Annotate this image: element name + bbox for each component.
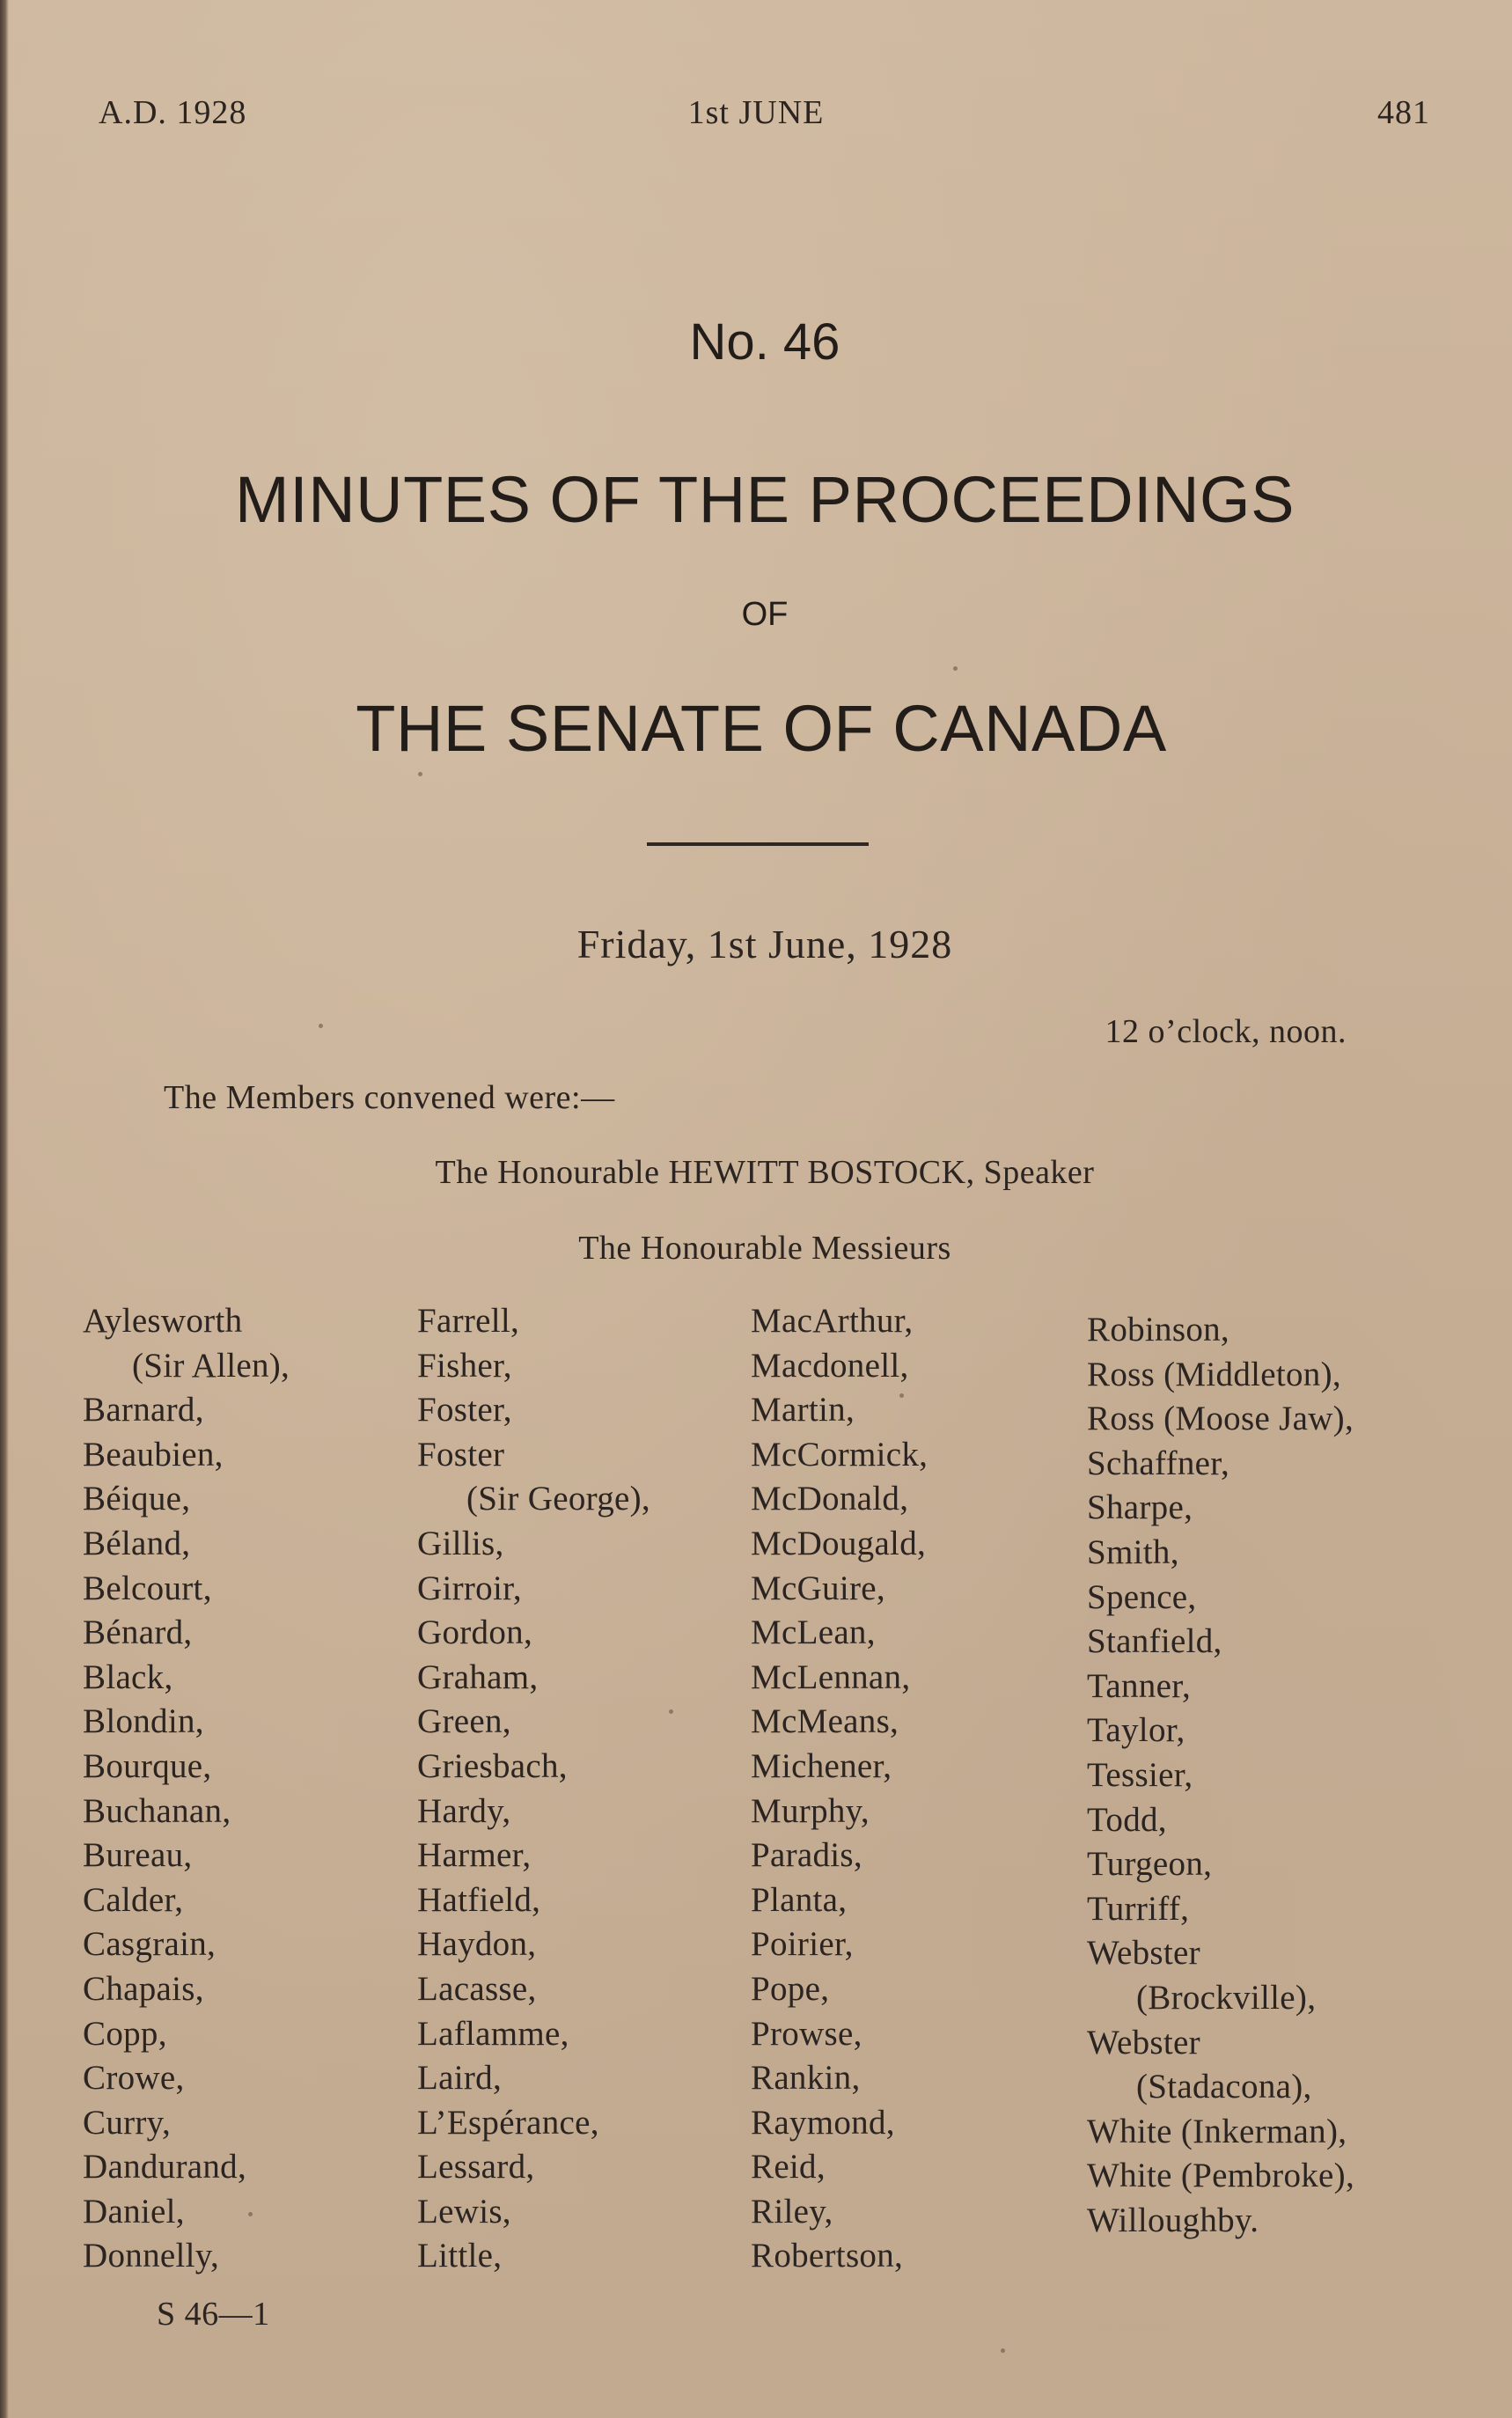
member-name: Smith, bbox=[1087, 1532, 1179, 1571]
member-name: Casgrain, bbox=[83, 1925, 217, 1964]
member-name: Foster bbox=[417, 1435, 505, 1474]
member-name: Planta, bbox=[751, 1880, 848, 1919]
member-name: Barnard, bbox=[83, 1391, 204, 1429]
member-name: Beaubien, bbox=[83, 1435, 224, 1474]
member-name: Harmer, bbox=[417, 1836, 532, 1875]
member-column-3 bbox=[751, 1299, 928, 2279]
member-name: Rankin, bbox=[751, 2059, 861, 2098]
member-name: Gordon, bbox=[417, 1613, 533, 1652]
member-name: Crowe, bbox=[83, 2059, 185, 2098]
member-name: McDougald, bbox=[751, 1524, 927, 1562]
paper-speck bbox=[418, 772, 422, 776]
document-number: No. 46 bbox=[689, 313, 840, 371]
member-name: Belcourt, bbox=[83, 1569, 212, 1607]
paper-speck bbox=[899, 1393, 904, 1398]
member-name: Curry, bbox=[83, 2103, 172, 2142]
member-name: Gillis, bbox=[417, 1524, 504, 1562]
member-name: Ross (Middleton), bbox=[1087, 1355, 1341, 1393]
member-name: Reid, bbox=[751, 2148, 826, 2186]
member-name: Dandurand, bbox=[83, 2148, 247, 2186]
member-name: Donnelly, bbox=[83, 2237, 220, 2275]
member-name: Turriff, bbox=[1087, 1889, 1190, 1928]
member-name: Farrell, bbox=[417, 1302, 520, 1340]
member-name: Pope, bbox=[751, 1969, 830, 2008]
member-name: Webster bbox=[1087, 1934, 1200, 1973]
title-divider bbox=[647, 842, 869, 846]
member-name: Bourque, bbox=[83, 1746, 212, 1785]
member-name: Martin, bbox=[751, 1391, 855, 1429]
member-name: Raymond, bbox=[751, 2103, 895, 2142]
document-title-of: OF bbox=[741, 596, 789, 633]
header-date: 1st JUNE bbox=[687, 94, 825, 131]
member-name: L’Espérance, bbox=[417, 2103, 599, 2142]
member-name: (Stadacona), bbox=[1136, 2068, 1312, 2106]
member-name: Black, bbox=[83, 1657, 173, 1696]
members-intro: The Members convened were:— bbox=[164, 1079, 615, 1116]
member-name: Fisher, bbox=[417, 1346, 512, 1385]
paper-speck bbox=[953, 666, 958, 671]
member-name: Béique, bbox=[83, 1480, 191, 1518]
member-name: Sharpe, bbox=[1087, 1488, 1193, 1527]
member-name: Girroir, bbox=[417, 1569, 522, 1607]
document-title-line-2: THE SENATE OF CANADA bbox=[356, 692, 1167, 765]
member-name: Michener, bbox=[751, 1746, 892, 1785]
member-column-4 bbox=[1087, 1308, 1354, 2243]
member-name: Ross (Moose Jaw), bbox=[1087, 1400, 1354, 1438]
paper-speck bbox=[248, 2212, 253, 2216]
paper-speck bbox=[319, 1024, 323, 1028]
member-name: Robinson, bbox=[1087, 1311, 1229, 1349]
member-name: Turgeon, bbox=[1087, 1845, 1213, 1884]
header-year: A.D. 1928 bbox=[99, 94, 247, 131]
member-column-2 bbox=[417, 1299, 650, 2279]
speaker-line: The Honourable HEWITT BOSTOCK, Speaker bbox=[435, 1154, 1095, 1191]
member-name: (Sir Allen), bbox=[132, 1346, 290, 1385]
member-name: Bureau, bbox=[83, 1836, 193, 1875]
member-name: Copp, bbox=[83, 2014, 167, 2053]
member-name: Tanner, bbox=[1087, 1666, 1191, 1705]
member-name: Lewis, bbox=[417, 2192, 511, 2231]
member-name: Hardy, bbox=[417, 1791, 511, 1830]
member-name: Macdonell, bbox=[751, 1346, 909, 1385]
page-number: 481 bbox=[1377, 94, 1430, 131]
signature-mark: S 46—1 bbox=[157, 2296, 270, 2333]
member-column-1 bbox=[83, 1299, 290, 2279]
member-name: Spence, bbox=[1087, 1577, 1197, 1616]
member-name: White (Inkerman), bbox=[1087, 2112, 1347, 2150]
member-name: Prowse, bbox=[751, 2014, 862, 2053]
messieurs-heading: The Honourable Messieurs bbox=[578, 1230, 951, 1267]
member-name: McMeans, bbox=[751, 1702, 899, 1741]
member-name: Chapais, bbox=[83, 1969, 204, 2008]
member-name: Laflamme, bbox=[417, 2014, 569, 2053]
member-name: Blondin, bbox=[83, 1702, 204, 1741]
member-name: (Brockville), bbox=[1136, 1978, 1317, 2017]
member-name: Todd, bbox=[1087, 1800, 1167, 1839]
member-name: Lacasse, bbox=[417, 1969, 537, 2008]
member-name: MacArthur, bbox=[751, 1302, 914, 1340]
session-time: 12 o’clock, noon. bbox=[1105, 1013, 1347, 1050]
member-name: McLennan, bbox=[751, 1657, 911, 1696]
member-name: McCormick, bbox=[751, 1435, 928, 1474]
member-name: Riley, bbox=[751, 2192, 833, 2231]
member-name: Haydon, bbox=[417, 1925, 537, 1964]
member-name: Tessier, bbox=[1087, 1755, 1193, 1794]
member-name: Poirier, bbox=[751, 1925, 854, 1964]
member-name: Webster bbox=[1087, 2023, 1200, 2062]
member-name: Graham, bbox=[417, 1657, 539, 1696]
member-name: Foster, bbox=[417, 1391, 512, 1429]
member-name: Aylesworth bbox=[83, 1302, 243, 1340]
member-name: McGuire, bbox=[751, 1569, 885, 1607]
member-name: Green, bbox=[417, 1702, 511, 1741]
member-name: Murphy, bbox=[751, 1791, 870, 1830]
member-name: Paradis, bbox=[751, 1836, 862, 1875]
member-name: Robertson, bbox=[751, 2237, 904, 2275]
session-date: Friday, 1st June, 1928 bbox=[576, 922, 953, 966]
member-name: Hatfield, bbox=[417, 1880, 541, 1919]
member-name: Little, bbox=[417, 2237, 503, 2275]
member-name: McDonald, bbox=[751, 1480, 909, 1518]
paper-speck bbox=[1001, 2348, 1005, 2353]
document-title-line-1: MINUTES OF THE PROCEEDINGS bbox=[235, 463, 1295, 536]
member-name: Schaffner, bbox=[1087, 1444, 1230, 1482]
member-name: Griesbach, bbox=[417, 1746, 568, 1785]
member-name: Willoughby. bbox=[1087, 2201, 1259, 2239]
member-name: Buchanan, bbox=[83, 1791, 231, 1830]
page-binding-edge bbox=[0, 0, 9, 2418]
member-name: Daniel, bbox=[83, 2192, 185, 2231]
member-name: Laird, bbox=[417, 2059, 503, 2098]
member-name: Taylor, bbox=[1087, 1711, 1185, 1750]
member-name: (Sir George), bbox=[466, 1480, 650, 1518]
member-name: Lessard, bbox=[417, 2148, 535, 2186]
member-name: Calder, bbox=[83, 1880, 184, 1919]
member-name: Stanfield, bbox=[1087, 1622, 1222, 1661]
member-name: Bénard, bbox=[83, 1613, 193, 1652]
paper-speck bbox=[669, 1709, 673, 1714]
member-name: Béland, bbox=[83, 1524, 191, 1562]
member-name: McLean, bbox=[751, 1613, 876, 1652]
member-name: White (Pembroke), bbox=[1087, 2157, 1354, 2195]
